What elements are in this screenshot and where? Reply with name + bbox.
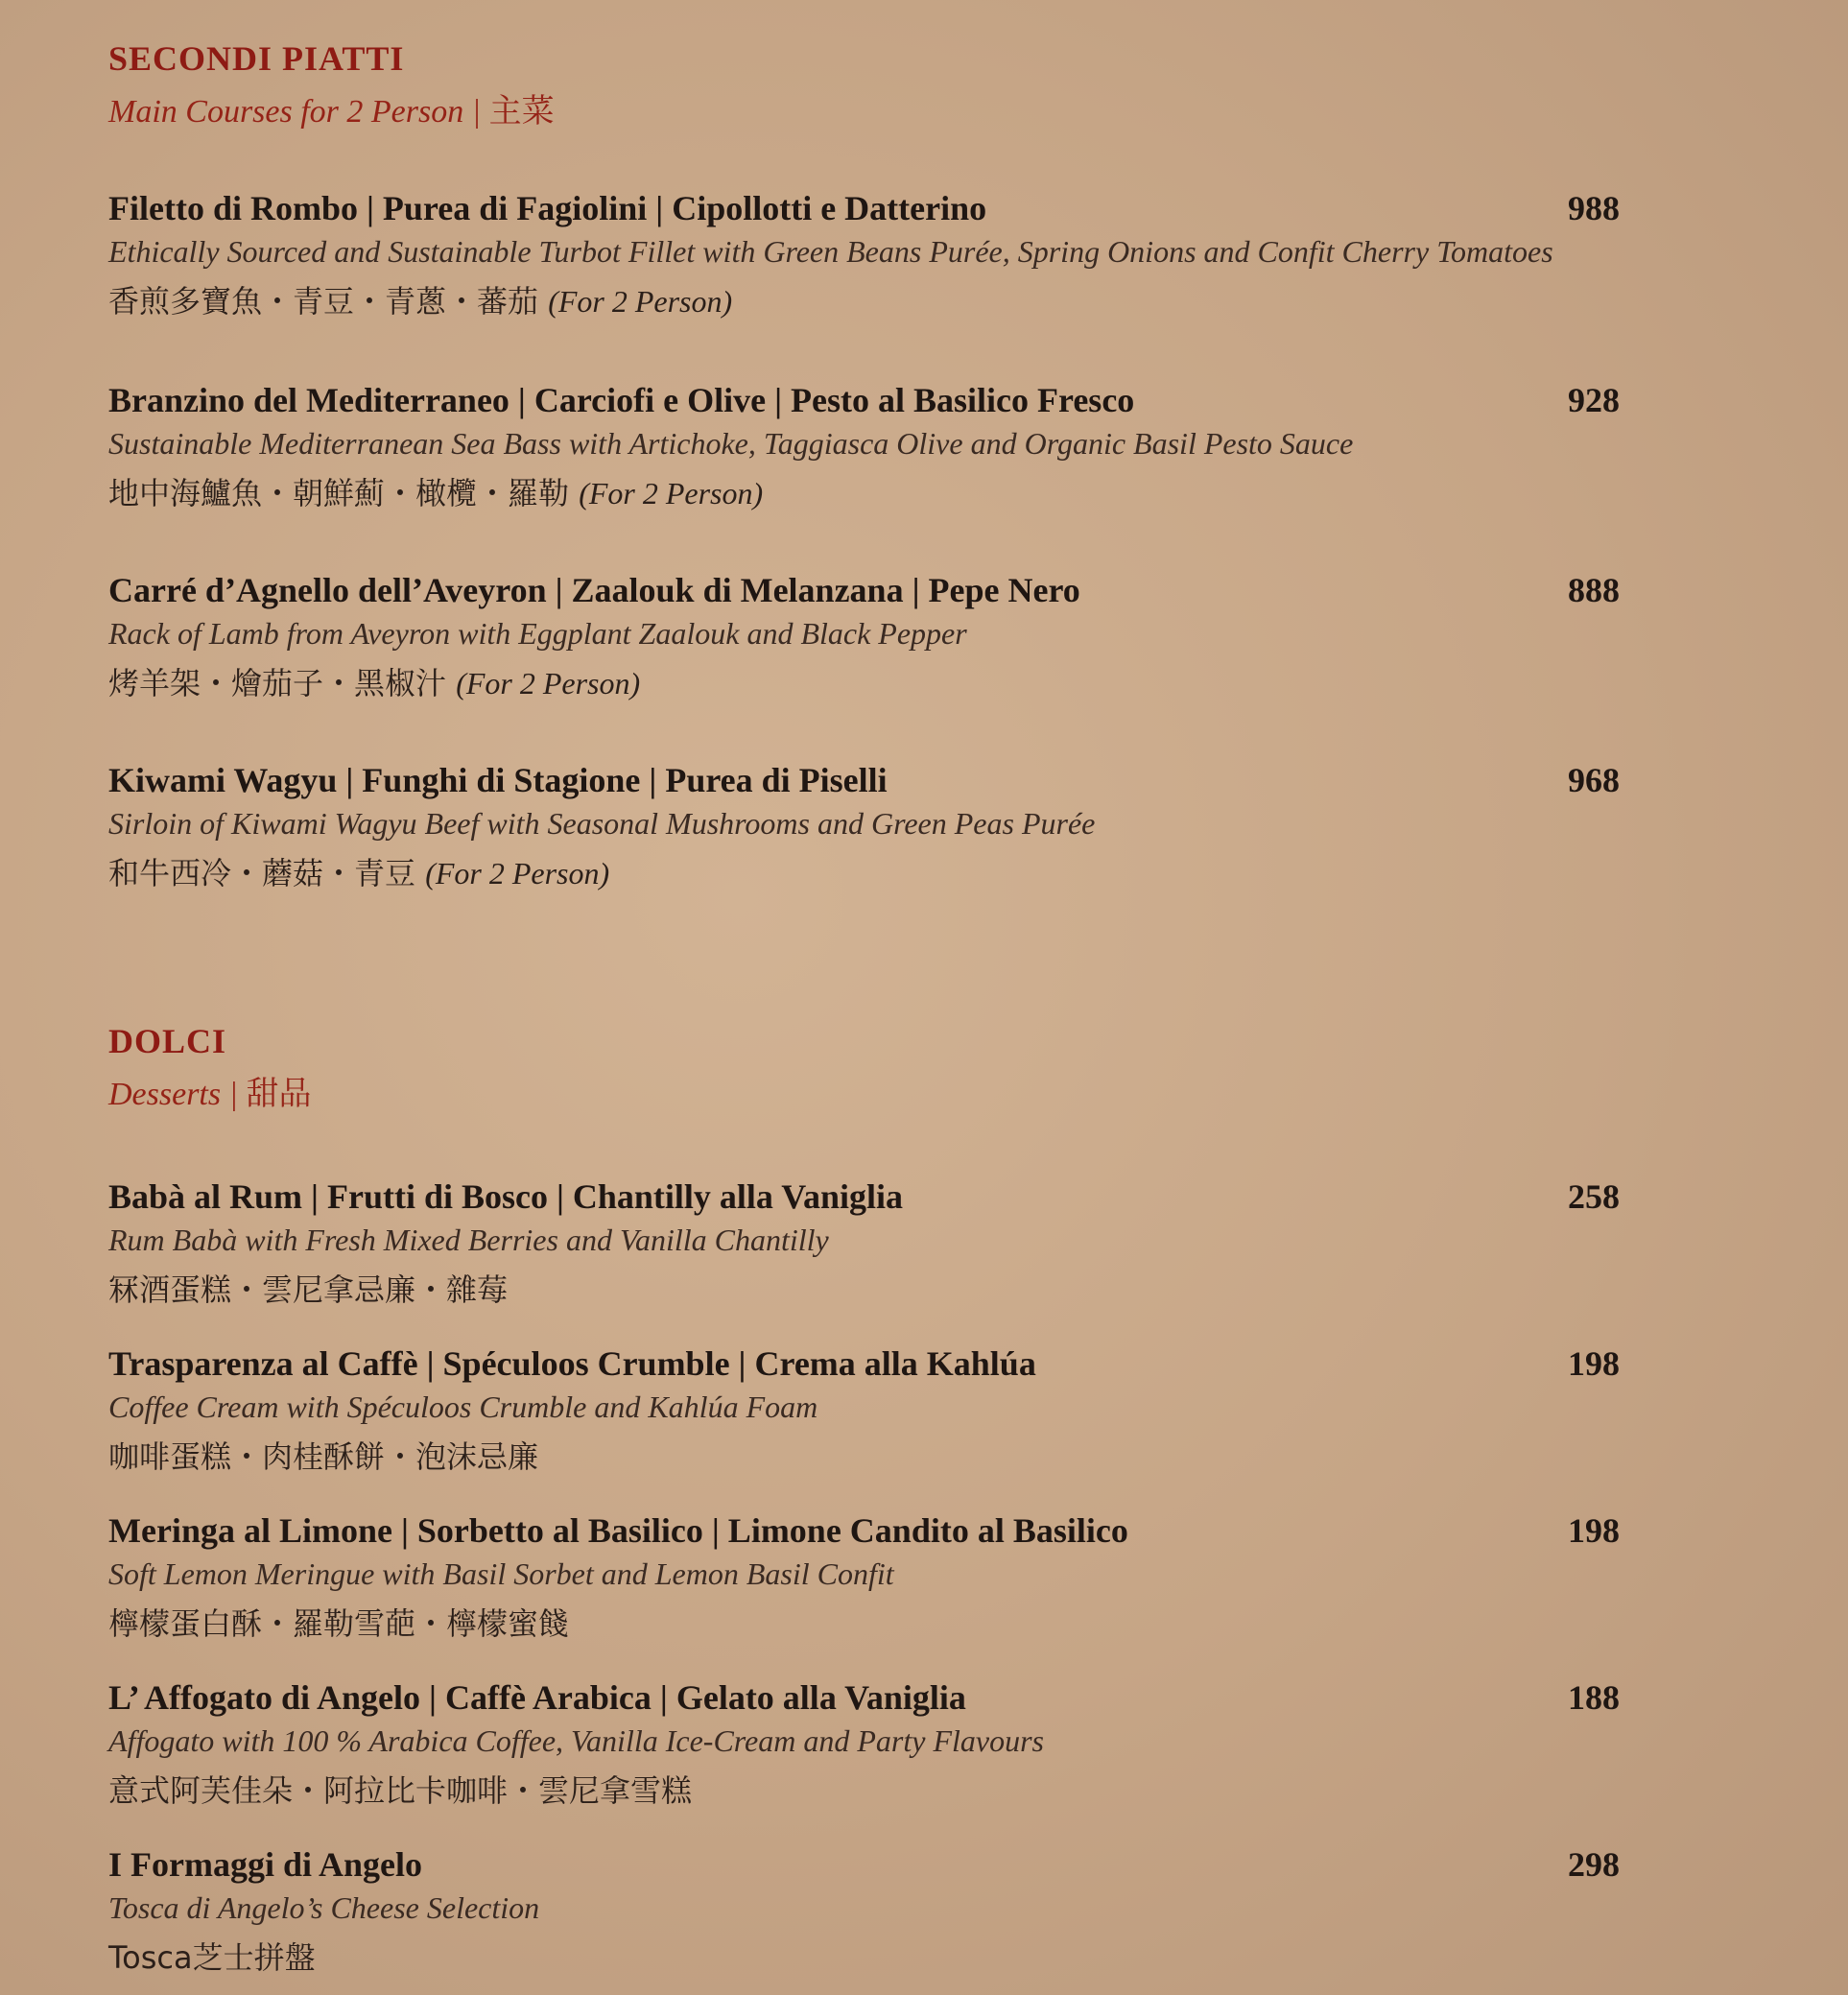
item-description: Tosca di Angelo’s Cheese Selection (108, 1890, 540, 1925)
menu-item-sea-bass (108, 380, 1740, 513)
menu-item-baba (108, 1176, 1740, 1310)
item-description: Rack of Lamb from Aveyron with Eggplant Zaalouk and Black Pepper (108, 616, 967, 651)
menu-item-lamb (108, 570, 1740, 703)
item-chinese: 香煎多寶魚・青豆・青蔥・蕃茄 (For 2 Person) (108, 283, 733, 320)
menu-item-wagyu (108, 760, 1740, 893)
item-price: 968 (1568, 761, 1620, 799)
item-note: (For 2 Person) (579, 476, 764, 511)
item-description: Ethically Sourced and Sustainable Turbot Fillet with Green Beans Purée, Spring Onions and Confit Cherry Tomatoes (108, 234, 1553, 269)
item-description: Coffee Cream with Spéculoos Crumble and Kahlúa Foam (108, 1389, 818, 1424)
subtitle-cn: 主菜 (488, 94, 555, 130)
item-price: 988 (1568, 189, 1620, 227)
item-name: Carré d’Agnello dell’Aveyron | Zaalouk di Melanzana | Pepe Nero (108, 571, 1080, 609)
menu-item-affogato (108, 1677, 1740, 1811)
item-name: I Formaggi di Angelo (108, 1845, 423, 1884)
item-chinese: 和牛西冷・蘑菇・青豆 (For 2 Person) (108, 855, 610, 891)
subtitle-cn: 甜品 (246, 1077, 312, 1112)
subtitle-divider: | (471, 94, 482, 130)
item-chinese: 冧酒蛋糕・雲尼拿忌廉・雜莓 (108, 1271, 509, 1308)
item-chinese: 意式阿芙佳朵・阿拉比卡咖啡・雲尼拿雪糕 (108, 1772, 693, 1809)
item-price: 888 (1568, 571, 1620, 609)
item-price: 198 (1568, 1344, 1620, 1383)
menu-item-turbot (108, 188, 1740, 321)
item-name: Branzino del Mediterraneo | Carciofi e Olive | Pesto al Basilico Fresco (108, 381, 1135, 419)
item-note: (For 2 Person) (548, 284, 733, 319)
item-chinese: 地中海鱸魚・朝鮮薊・橄欖・羅勒 (For 2 Person) (108, 475, 764, 511)
item-description: Rum Babà with Fresh Mixed Berries and Vanilla Chantilly (108, 1223, 829, 1257)
subtitle-en: Main Courses for 2 Person (108, 94, 464, 130)
item-name: Kiwami Wagyu | Funghi di Stagione | Purea di Piselli (108, 761, 888, 799)
item-name: Babà al Rum | Frutti di Bosco | Chantilly alla Vaniglia (108, 1177, 903, 1216)
item-description: Sirloin of Kiwami Wagyu Beef with Seasonal Mushrooms and Green Peas Purée (108, 806, 1096, 841)
item-description: Affogato with 100 % Arabica Coffee, Vanilla Ice-Cream and Party Flavours (108, 1723, 1044, 1758)
item-chinese: 檸檬蛋白酥・羅勒雪葩・檸檬蜜餞 (108, 1605, 570, 1642)
item-price: 188 (1568, 1678, 1620, 1717)
menu-item-meringa (108, 1510, 1740, 1644)
subtitle-en: Desserts (108, 1077, 222, 1112)
item-name: L’ Affogato di Angelo | Caffè Arabica | Gelato alla Vaniglia (108, 1678, 966, 1717)
section-title-desserts: DOLCI (108, 1022, 227, 1060)
item-chinese: 咖啡蛋糕・肉桂酥餅・泡沫忌廉 (108, 1438, 539, 1475)
item-price: 258 (1568, 1177, 1620, 1216)
item-price: 198 (1568, 1511, 1620, 1550)
subtitle-divider: | (228, 1077, 238, 1112)
item-price: 298 (1568, 1845, 1620, 1884)
item-note: (For 2 Person) (456, 666, 641, 701)
item-chinese: Tosca芝士拼盤 (108, 1939, 316, 1976)
item-description: Soft Lemon Meringue with Basil Sorbet and Lemon Basil Confit (108, 1556, 894, 1591)
item-name: Meringa al Limone | Sorbetto al Basilico | Limone Candito al Basilico (108, 1511, 1128, 1550)
item-price: 928 (1568, 381, 1620, 419)
item-name: Trasparenza al Caffè | Spéculoos Crumble | Crema alla Kahlúa (108, 1344, 1036, 1383)
item-description: Sustainable Mediterranean Sea Bass with Artichoke, Taggiasca Olive and Organic Basil Pesto Sauce (108, 426, 1354, 461)
menu-item-formaggi (108, 1844, 1740, 1978)
section-title-mains: SECONDI PIATTI (108, 39, 405, 78)
section-subtitle-mains (108, 84, 555, 131)
item-note: (For 2 Person) (425, 856, 610, 891)
section-subtitle-desserts (108, 1067, 311, 1114)
item-name: Filetto di Rombo | Purea di Fagiolini | Cipollotti e Datterino (108, 189, 987, 227)
menu-item-trasparenza (108, 1343, 1740, 1477)
item-chinese: 烤羊架・燴茄子・黑椒汁 (For 2 Person) (108, 665, 641, 701)
